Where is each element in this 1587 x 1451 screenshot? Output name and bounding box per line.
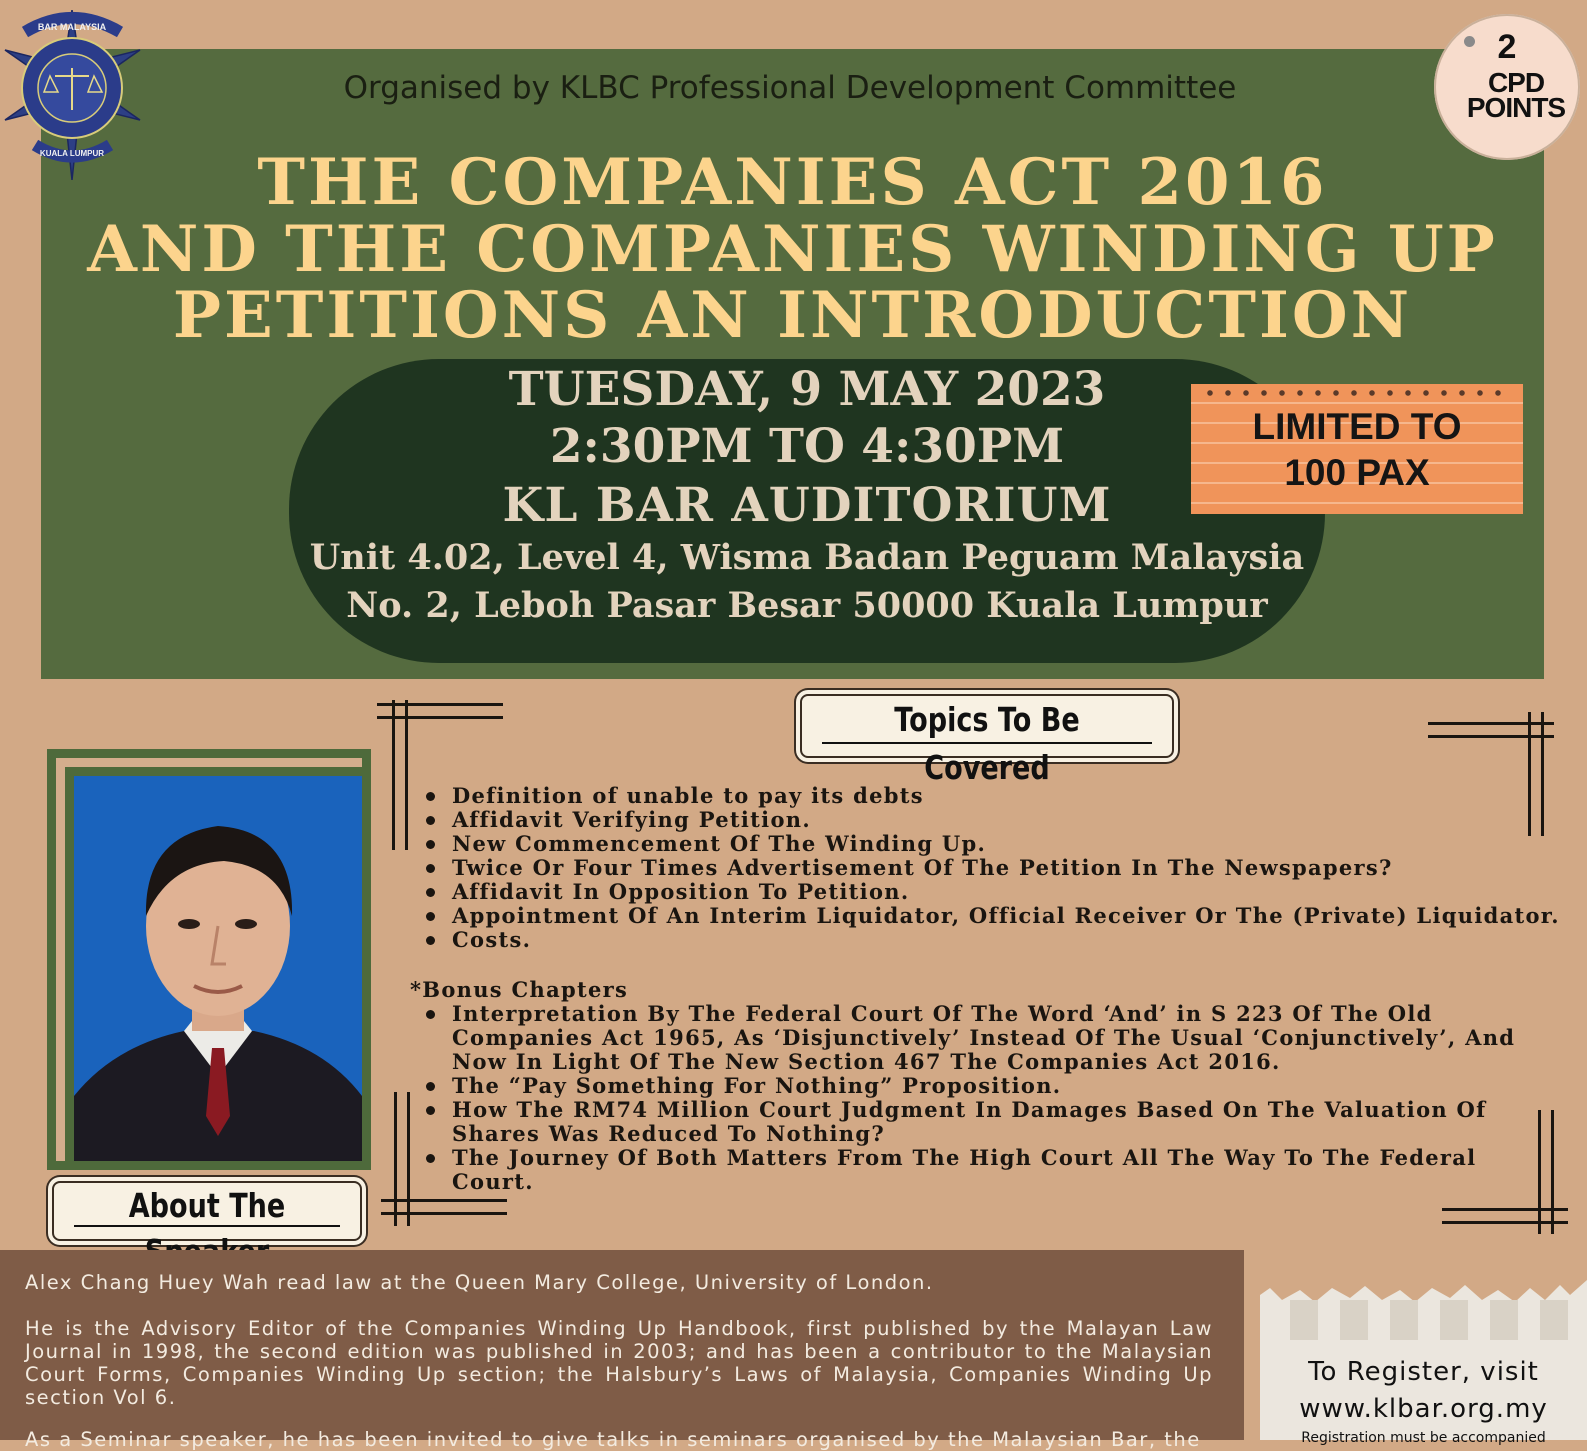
organiser-text: Organised by KLBC Professional Development Committee: [343, 70, 1237, 106]
decor-line: [1442, 1221, 1568, 1224]
event-date: TUESDAY, 9 MAY 2023: [508, 362, 1106, 417]
cpd-points-number: 2: [1497, 28, 1517, 66]
topics-list: [424, 784, 1564, 952]
speaker-portrait: [65, 767, 371, 1170]
svg-text:BAR MALAYSIA: BAR MALAYSIA: [37, 22, 107, 32]
bio-paragraph: He is the Advisory Editor of the Companies Winding Up Handbook, first published by the Malayan Law Journal in 1998, the second edition was published in 2003; and has been a contributor to the Malaysian Court Forms, Companies Winding Up section; the Halsbury’s Laws of Malaysia, Companies Winding Up section Vol 6.: [25, 1317, 1213, 1409]
event-time: 2:30PM TO 4:30PM: [549, 419, 1065, 474]
list-item: Appointment Of An Interim Liquidator, Official Receiver Or The (Private) Liquidator.: [424, 904, 1564, 928]
bonus-chapters-heading: *Bonus Chapters: [410, 977, 629, 1002]
decor-line: [381, 1212, 507, 1215]
cpd-label-line2: POINTS: [1466, 92, 1566, 123]
decor-line: [1442, 1208, 1568, 1211]
list-item: The “Pay Something For Nothing” Proposition.: [424, 1074, 1534, 1098]
list-item: Affidavit Verifying Petition.: [424, 808, 1564, 832]
topics-heading: Topics To Be Covered: [894, 700, 1080, 787]
event-venue: KL BAR AUDITORIUM: [502, 478, 1112, 533]
bio-paragraph: As a Seminar speaker, he has been invited to give talks in seminars organised by the Malaysian Bar, the: [25, 1428, 1201, 1451]
decor-line: [377, 703, 503, 706]
limited-pax-note: [1191, 384, 1523, 514]
tag-underline: [822, 742, 1152, 744]
decor-line: [407, 1092, 410, 1226]
tag-underline: [74, 1225, 340, 1227]
register-line1: To Register, visit: [1308, 1357, 1539, 1387]
cpd-points-label: [1462, 67, 1570, 123]
register-note-text: Registration must be accompanied: [1301, 1430, 1546, 1446]
decor-line: [394, 1092, 397, 1226]
venue-address-line1: Unit 4.02, Level 4, Wisma Badan Peguam Malaysia: [309, 537, 1305, 578]
decor-line: [1551, 1110, 1554, 1234]
list-item: Definition of unable to pay its debts: [424, 784, 1564, 808]
cpd-label-line1: CPD: [1487, 67, 1545, 98]
list-item: Costs.: [424, 928, 1564, 952]
limited-line2: 100 PAX: [1284, 452, 1430, 493]
list-item: How The RM74 Million Court Judgment In Damages Based On The Valuation Of Shares Was Reduced To Nothing?: [424, 1098, 1534, 1146]
list-item: Affidavit In Opposition To Petition.: [424, 880, 1564, 904]
decor-line: [1428, 722, 1554, 725]
svg-text:KUALA LUMPUR: KUALA LUMPUR: [39, 149, 105, 158]
list-item: Twice Or Four Times Advertisement Of The Petition In The Newspapers?: [424, 856, 1564, 880]
about-speaker-tag: [52, 1181, 362, 1241]
decor-line: [405, 700, 408, 850]
notepad-holes-icon: [1201, 390, 1513, 396]
register-url-link[interactable]: www.klbar.org.my: [1299, 1394, 1548, 1424]
topics-heading-tag: [800, 694, 1174, 787]
venue-address-line2: No. 2, Leboh Pasar Besar 50000 Kuala Lumpur: [346, 585, 1268, 626]
event-title-line1: THE COMPANIES ACT 2016: [257, 145, 1328, 220]
list-item: New Commencement Of The Winding Up.: [424, 832, 1564, 856]
decor-line: [1538, 1110, 1541, 1234]
bio-paragraph: Alex Chang Huey Wah read law at the Queen Mary College, University of London.: [25, 1271, 934, 1294]
decor-line: [1428, 735, 1554, 738]
event-title-line2: AND THE COMPANIES WINDING UP: [87, 212, 1498, 287]
bonus-chapters-list: [424, 1002, 1534, 1194]
speaker-photo-frame: [47, 749, 371, 1170]
about-speaker-heading: About The: [128, 1186, 286, 1225]
decor-line: [377, 716, 503, 719]
list-item: Interpretation By The Federal Court Of The Word ‘And’ in S 223 Of The Old Companies Act 1965, As ‘Disjunctively’ Instead Of The Usual ‘Conjunctively’, And Now In Light Of The New Section 467 The Companies Act 2016.: [424, 1002, 1534, 1074]
cpd-badge: [1434, 14, 1580, 160]
decor-line: [392, 700, 395, 850]
list-item: The Journey Of Both Matters From The High Court All The Way To The Federal Court.: [424, 1146, 1534, 1194]
event-title-line3: PETITIONS AN INTRODUCTION: [172, 278, 1413, 353]
limited-line1: LIMITED TO: [1252, 406, 1462, 447]
decor-line: [381, 1199, 507, 1202]
